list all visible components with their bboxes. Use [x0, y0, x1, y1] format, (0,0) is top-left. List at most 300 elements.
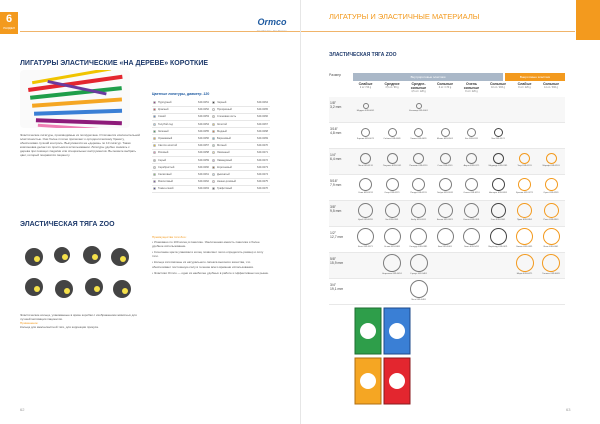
ligature-color-name: Черный [217, 100, 227, 104]
size-row [329, 123, 565, 149]
ligature-name-cell [152, 178, 197, 185]
elastic-cell[interactable] [380, 201, 405, 227]
ligature-code-cell [256, 171, 270, 178]
elastic-ring-icon [385, 203, 400, 218]
ligature-code: 640-0274 [257, 172, 268, 176]
force-value: 8 oz / 226 g [465, 90, 478, 93]
elastic-ring-icon [416, 103, 422, 109]
color-swatch-icon [212, 173, 215, 176]
ligatures-table-title: Цветные лигатуры, диаметр .120 [152, 92, 210, 96]
ligature-name-cell [211, 164, 256, 171]
elastic-label: Орел 639-0281 [543, 191, 559, 194]
elastic-ring-icon [412, 178, 425, 191]
elastic-label: Панда 639-0231 [410, 191, 427, 194]
elastic-cell[interactable] [459, 123, 484, 149]
elastic-label: Бобр 639-0311 [411, 218, 426, 221]
size-mm: 4,8 mm [330, 131, 342, 135]
elastic-cell[interactable] [486, 123, 511, 149]
ligature-color-name: Дымчатый [217, 173, 230, 177]
force-name: Сильные [436, 82, 454, 86]
elastic-label: Мышь 639-0101 [436, 137, 454, 140]
ligature-code-cell [197, 121, 211, 128]
ligature-code-cell [256, 106, 270, 113]
ligature-code-cell [197, 113, 211, 120]
color-swatch-icon [212, 123, 215, 126]
ligature-name-cell [211, 185, 256, 192]
elastic-ring-icon [545, 178, 558, 191]
elastic-label: Пума 639-0351 [516, 218, 533, 221]
force-column-header [539, 82, 564, 89]
color-swatch-icon [153, 137, 156, 140]
elastic-cell[interactable] [353, 123, 378, 149]
brand-name: Ormco [257, 17, 287, 27]
ligature-name-cell [211, 157, 256, 164]
elastic-cell[interactable] [539, 201, 564, 227]
color-swatch-icon [212, 101, 215, 104]
size-mm: 7,9 mm [330, 183, 342, 187]
ligature-code: 640-0267 [257, 122, 268, 126]
elastic-cell[interactable] [406, 227, 431, 253]
size-mm: 19,1 mm [330, 287, 344, 291]
size-label [330, 101, 341, 109]
elastic-cell[interactable] [512, 201, 537, 227]
elastic-ring-icon [493, 153, 504, 164]
elastic-cell[interactable] [486, 201, 511, 227]
size-mm: 6,4 mm [330, 157, 342, 161]
elastic-ring-icon [441, 128, 450, 137]
ligature-code: 640-0265 [257, 108, 268, 112]
animal-icon-dog [54, 247, 70, 263]
size-label [330, 153, 341, 161]
elastic-ring-icon [544, 203, 559, 218]
elastic-ring-icon [543, 228, 560, 245]
color-swatch-icon [153, 173, 156, 176]
elastic-ring-icon [410, 280, 428, 298]
elastic-cell[interactable] [353, 227, 378, 253]
elastic-label: Бык 639-0401 [438, 246, 452, 248]
ligature-color-name: Медный [217, 129, 227, 133]
ligature-code: 640-0254 [198, 122, 209, 126]
extraoral-group-header: Внеротовые эластики [505, 73, 565, 81]
ligature-code-cell [197, 178, 211, 185]
elastic-cell[interactable] [512, 253, 537, 279]
size-row [329, 227, 565, 253]
advantages-title: Преимущества тяги Zoo: [152, 235, 187, 239]
elastic-ring-icon [358, 203, 373, 218]
ligatures-color-table [152, 99, 270, 193]
elastic-label: Рысь 639-0361 [543, 218, 559, 221]
elastic-cell[interactable] [380, 123, 405, 149]
zoo-note [20, 313, 140, 329]
color-swatch-icon [153, 187, 156, 190]
size-mm: 3,2 mm [330, 105, 342, 109]
elastic-label: Утка 639-0341 [490, 218, 506, 221]
elastic-cell[interactable] [486, 227, 511, 253]
elastic-cell[interactable] [433, 201, 458, 227]
chapter-label: РАЗДЕЛ [3, 26, 15, 30]
ligatures-photo [20, 70, 130, 128]
elastic-ring-icon [414, 128, 423, 137]
ligature-name-cell [211, 135, 256, 142]
size-row [329, 149, 565, 175]
ligature-code-cell [256, 121, 270, 128]
force-column-header [486, 82, 511, 89]
ligatures-heading: ЛИГАТУРЫ ЭЛАСТИЧЕСКИЕ «НА ДЕРЕВЕ» КОРОТКИЕ [20, 60, 209, 67]
ligature-code-cell [256, 142, 270, 149]
elastic-ring-icon [546, 153, 557, 164]
ligature-name-cell [211, 106, 256, 113]
ligature-name-cell [152, 185, 197, 192]
zoo-chart-title: ЭЛАСТИЧЕСКАЯ ТЯГА ZOO [329, 52, 397, 58]
ligature-code: 640-0263 [198, 187, 209, 191]
ligature-name-cell [211, 149, 256, 156]
ligature-row [152, 164, 270, 171]
elastic-cell[interactable] [459, 149, 484, 175]
ligature-name-cell [152, 113, 197, 120]
elastic-ring-icon [383, 254, 401, 272]
ligature-code: 640-0269 [257, 137, 268, 141]
color-swatch-icon [212, 166, 215, 169]
size-row [329, 175, 565, 201]
ligature-name-cell [211, 113, 256, 120]
elastic-ring-icon [492, 178, 505, 191]
ligature-color-name: Светло-золотой [158, 144, 178, 148]
ligature-name-cell [211, 99, 256, 106]
force-column-header [380, 82, 405, 89]
elastic-cell[interactable] [539, 253, 564, 279]
force-value: 4,5 oz / 128 g [411, 90, 426, 93]
color-swatch-icon [153, 101, 156, 104]
ligature-name-cell [152, 106, 197, 113]
color-swatch-icon [153, 115, 156, 118]
elastic-cell[interactable] [380, 149, 405, 175]
elastic-ring-icon [518, 178, 531, 191]
ligature-row [152, 106, 270, 113]
ligature-code-cell [256, 178, 270, 185]
animal-icon-penguin [85, 278, 103, 296]
elastic-ring-icon [517, 203, 532, 218]
size-inch: 1/2" [330, 231, 336, 235]
elastic-cell[interactable] [433, 227, 458, 253]
chapter-number: 6 [5, 13, 13, 25]
elastic-cell[interactable] [406, 149, 431, 175]
elastic-cell[interactable] [380, 227, 405, 253]
size-label [330, 205, 341, 213]
ligature-color-name: Серебристый [158, 165, 175, 169]
ligatures-illustration [20, 70, 130, 128]
elastic-cell[interactable] [512, 227, 537, 253]
size-column-header: Размер [329, 73, 342, 77]
ligature-color-name: Прозрачный [217, 108, 232, 112]
color-swatch-icon [153, 166, 156, 169]
ligature-code: 640-0253 [198, 115, 209, 119]
page-number-right: 63 [566, 407, 571, 412]
elastic-ring-icon [388, 128, 397, 137]
size-label [330, 283, 343, 291]
elastic-label: Пингвин 639-0151 [409, 164, 428, 167]
side-tab-head [576, 0, 600, 40]
ligature-code-cell [197, 164, 211, 171]
elastic-label: Слон 639-0161 [437, 164, 453, 167]
size-inch: 3/8" [330, 205, 336, 209]
elastic-label: Медведь 639-0181 [488, 164, 508, 167]
ligature-name-cell [152, 164, 197, 171]
zoo-heading: ЭЛАСТИЧЕСКАЯ ТЯГА ZOO [20, 221, 115, 228]
elastic-cell[interactable] [459, 175, 484, 201]
elastic-cell[interactable] [539, 227, 564, 253]
ligature-color-name: Розовый [158, 151, 169, 155]
advantage-item: • Упаковано по 100 колец в пакетике. Увеличенная емкость пакетика и более удобное использование. [152, 240, 260, 249]
elastic-label: Волк 639-0441 [543, 246, 559, 248]
size-row [329, 201, 565, 227]
elastic-label: Ослик 639-0381 [383, 246, 401, 248]
elastic-ring-icon [384, 228, 401, 245]
ligature-code-cell [256, 128, 270, 135]
ligature-code-cell [256, 135, 270, 142]
ligature-name-cell [211, 128, 256, 135]
size-label [330, 231, 343, 239]
ligature-code-cell [256, 149, 270, 156]
color-swatch-icon [153, 180, 156, 183]
force-column-header [353, 82, 378, 89]
zoo-animals-illustration [20, 237, 140, 307]
ligature-row [152, 128, 270, 135]
force-name: Средне-сильные [410, 82, 427, 90]
elastic-ring-icon [490, 228, 507, 245]
size-mm: 15,9 mm [330, 261, 344, 265]
force-column-headers [353, 82, 565, 96]
advantage-item: • Эластики Ormco — одни из наиболее удобных в работе и эффективных на рынке. [152, 270, 269, 275]
ligature-code: 640-0258 [198, 151, 209, 155]
elastic-ring-icon [542, 254, 560, 272]
elastic-ring-icon [437, 228, 454, 245]
force-column-header [512, 82, 537, 89]
elastic-ring-icon [465, 178, 478, 191]
brand-logo [250, 12, 294, 33]
color-swatch-icon [212, 115, 215, 118]
elastic-ring-icon [411, 203, 426, 218]
elastic-cell[interactable] [486, 149, 511, 175]
elastic-label: Енот 639-0371 [358, 246, 373, 248]
ligature-code-cell [197, 142, 211, 149]
size-label [330, 257, 343, 265]
elastic-ring-icon [413, 153, 424, 164]
ligature-code: 640-0264 [257, 100, 268, 104]
ligature-color-name: Оранжевый [158, 137, 173, 141]
elastic-ring-icon [516, 254, 534, 272]
elastic-cell[interactable] [406, 123, 431, 149]
zoo-usage-link[interactable]: Применение: [20, 321, 39, 325]
ligature-name-cell [152, 121, 197, 128]
elastic-label: Кролик 639-0271 [516, 191, 533, 194]
size-row [329, 253, 565, 279]
ligature-code-cell [197, 135, 211, 142]
elastic-label: Жираф 639-0201 [542, 164, 560, 167]
animal-icon-owl [113, 280, 131, 298]
elastic-cell[interactable] [353, 97, 378, 123]
ligature-color-name: Зеленый [158, 129, 169, 133]
ligature-name-cell [152, 135, 197, 142]
force-column-header [459, 82, 484, 93]
size-inch: 5/8" [330, 257, 336, 261]
force-value: 3,5 oz / 99 g [385, 86, 399, 89]
ligature-code: 640-0256 [198, 137, 209, 141]
ligature-code: 640-0275 [257, 180, 268, 184]
ligature-code: 640-0257 [198, 144, 209, 148]
elastic-cell[interactable] [406, 253, 431, 279]
elastic-cell[interactable] [486, 175, 511, 201]
elastic-label: Краб 639-0291 [358, 218, 373, 221]
ligature-code: 640-0261 [198, 172, 209, 176]
elastic-label: Кенгуру 639-0391 [409, 246, 428, 248]
ligature-code-cell [256, 99, 270, 106]
advantage-item: • Кольца изготовлены из натурального латекса высокого качества, что обеспечивает постоянную силу в течение всего времени использования. [152, 260, 254, 269]
elastic-cell[interactable] [353, 201, 378, 227]
ligature-name-cell [152, 171, 197, 178]
elastic-cell[interactable] [512, 175, 537, 201]
zoo-advantages [152, 235, 270, 277]
ligature-code: 640-0262 [198, 180, 209, 184]
size-inch: 3/4" [330, 283, 336, 287]
elastic-cell[interactable] [433, 123, 458, 149]
force-value: 6 oz / 170 g [438, 86, 452, 89]
header-divider [20, 31, 300, 32]
color-swatch-icon [212, 108, 215, 111]
intraoral-group-header: Внутриротовые эластики [353, 73, 503, 81]
ligature-color-name: Графитовый [217, 187, 233, 191]
elastic-cell[interactable] [353, 149, 378, 175]
ligature-row [152, 121, 270, 128]
force-name: Сильные [489, 82, 507, 86]
elastic-cell[interactable] [380, 175, 405, 201]
ligature-color-name: Коричневый [217, 165, 232, 169]
ligature-code-cell [256, 164, 270, 171]
ligature-color-name: Голубой лед [158, 122, 173, 126]
color-swatch-icon [212, 151, 215, 154]
ligature-row [152, 99, 270, 106]
elastic-cell[interactable] [406, 175, 431, 201]
ligature-code-cell [197, 185, 211, 192]
elastic-ring-icon [491, 203, 506, 218]
elastic-ring-icon [357, 228, 374, 245]
ligature-row [152, 171, 270, 178]
force-value: 8 oz / 226 g [518, 86, 531, 89]
section-title: ЛИГАТУРЫ И ЭЛАСТИЧНЫЕ МАТЕРИАЛЫ [329, 12, 480, 21]
elastic-cell[interactable] [380, 253, 405, 279]
elastic-cell[interactable] [459, 227, 484, 253]
elastic-label: Лиса 639-0131 [358, 164, 373, 167]
elastic-cell[interactable] [406, 97, 431, 123]
elastic-label: Медуза 639-0051 [356, 110, 375, 112]
elastic-ring-icon [516, 228, 533, 245]
side-tab-label: ЛИГАТУРЫ И ЭЛАСТИКИ [576, 242, 580, 278]
elastic-ring-icon [360, 153, 371, 164]
elastic-cell[interactable] [433, 175, 458, 201]
header-divider-right [301, 31, 575, 32]
size-mm: 9,5 mm [330, 209, 342, 213]
ligature-color-name: Темно-синий [158, 187, 174, 191]
ligature-name-cell [211, 171, 256, 178]
force-name: Средние [384, 82, 400, 86]
ligature-name-cell [152, 157, 197, 164]
size-inch: 3/16" [330, 127, 338, 131]
elastic-ring-icon [363, 103, 369, 109]
ligature-row [152, 113, 270, 120]
elastic-cell[interactable] [433, 149, 458, 175]
elastic-label: Носорог 639-0261 [488, 191, 508, 194]
elastic-ring-icon [519, 153, 530, 164]
ligature-code: 640-0260 [198, 165, 209, 169]
force-column-header [406, 82, 431, 93]
right-page [300, 0, 600, 424]
elastic-cell[interactable] [459, 201, 484, 227]
ligature-code-cell [197, 128, 211, 135]
elastics-size-chart [329, 97, 565, 305]
elastic-label: Зебра 639-0241 [436, 191, 454, 194]
elastic-label: Морж 639-0471 [516, 273, 533, 275]
elastic-ring-icon [410, 254, 428, 272]
ligature-row [152, 135, 270, 142]
elastic-label: Страус 639-0461 [409, 273, 427, 275]
elastic-ring-icon [464, 203, 479, 218]
ligature-code: 640-0255 [198, 129, 209, 133]
ligature-color-name: Серый [158, 158, 167, 162]
elastic-ring-icon [494, 128, 503, 137]
size-inch: 1/8" [330, 101, 336, 105]
animal-icon-frog [55, 280, 73, 298]
force-name: Слабые [358, 82, 373, 86]
ligature-color-name: Слоновая кость [217, 115, 237, 119]
ligature-row [152, 149, 270, 156]
elastic-ring-icon [463, 228, 480, 245]
elastic-cell[interactable] [406, 201, 431, 227]
force-name: Сильные [542, 82, 560, 86]
size-mm: 12,7 mm [330, 235, 344, 239]
ligature-color-name: Лимонный [217, 151, 230, 155]
ligature-name-cell [211, 142, 256, 149]
ligature-color-name: Пурпурный [158, 100, 172, 104]
color-swatch-icon [212, 137, 215, 140]
ligature-code-cell [197, 171, 211, 178]
ligature-color-name: Нежно-розовый [217, 180, 236, 184]
color-swatch-icon [153, 159, 156, 162]
elastic-ring-icon [359, 178, 372, 191]
ligature-code-cell [197, 106, 211, 113]
force-value: 2 oz / 56 g [359, 86, 372, 89]
elastic-label: Овца 639-0221 [384, 191, 400, 194]
elastic-ring-icon [387, 153, 398, 164]
ligature-code: 640-0268 [257, 129, 268, 133]
elastic-ring-icon [466, 153, 477, 164]
elastic-label: Верблюд 639-0421 [488, 246, 508, 248]
elastic-ring-icon [361, 128, 370, 137]
ligature-row [152, 142, 270, 149]
ligature-color-name: Красный [158, 108, 169, 112]
size-inch: 5/16" [330, 179, 338, 183]
ligature-code-cell [256, 113, 270, 120]
elastic-cell[interactable] [406, 279, 431, 305]
elastic-cell[interactable] [353, 175, 378, 201]
elastic-label: Белка 639-0321 [437, 218, 453, 221]
elastic-cell[interactable] [512, 149, 537, 175]
color-swatch-icon [153, 123, 156, 126]
ligature-color-name: Салатовый [158, 173, 172, 177]
ligature-color-name: Бирюзовый [217, 137, 231, 141]
elastic-cell[interactable] [539, 149, 564, 175]
elastic-cell[interactable] [539, 175, 564, 201]
force-value: 10 oz / 283 g [491, 86, 505, 89]
elastic-label: Сова 639-0211 [358, 191, 373, 194]
